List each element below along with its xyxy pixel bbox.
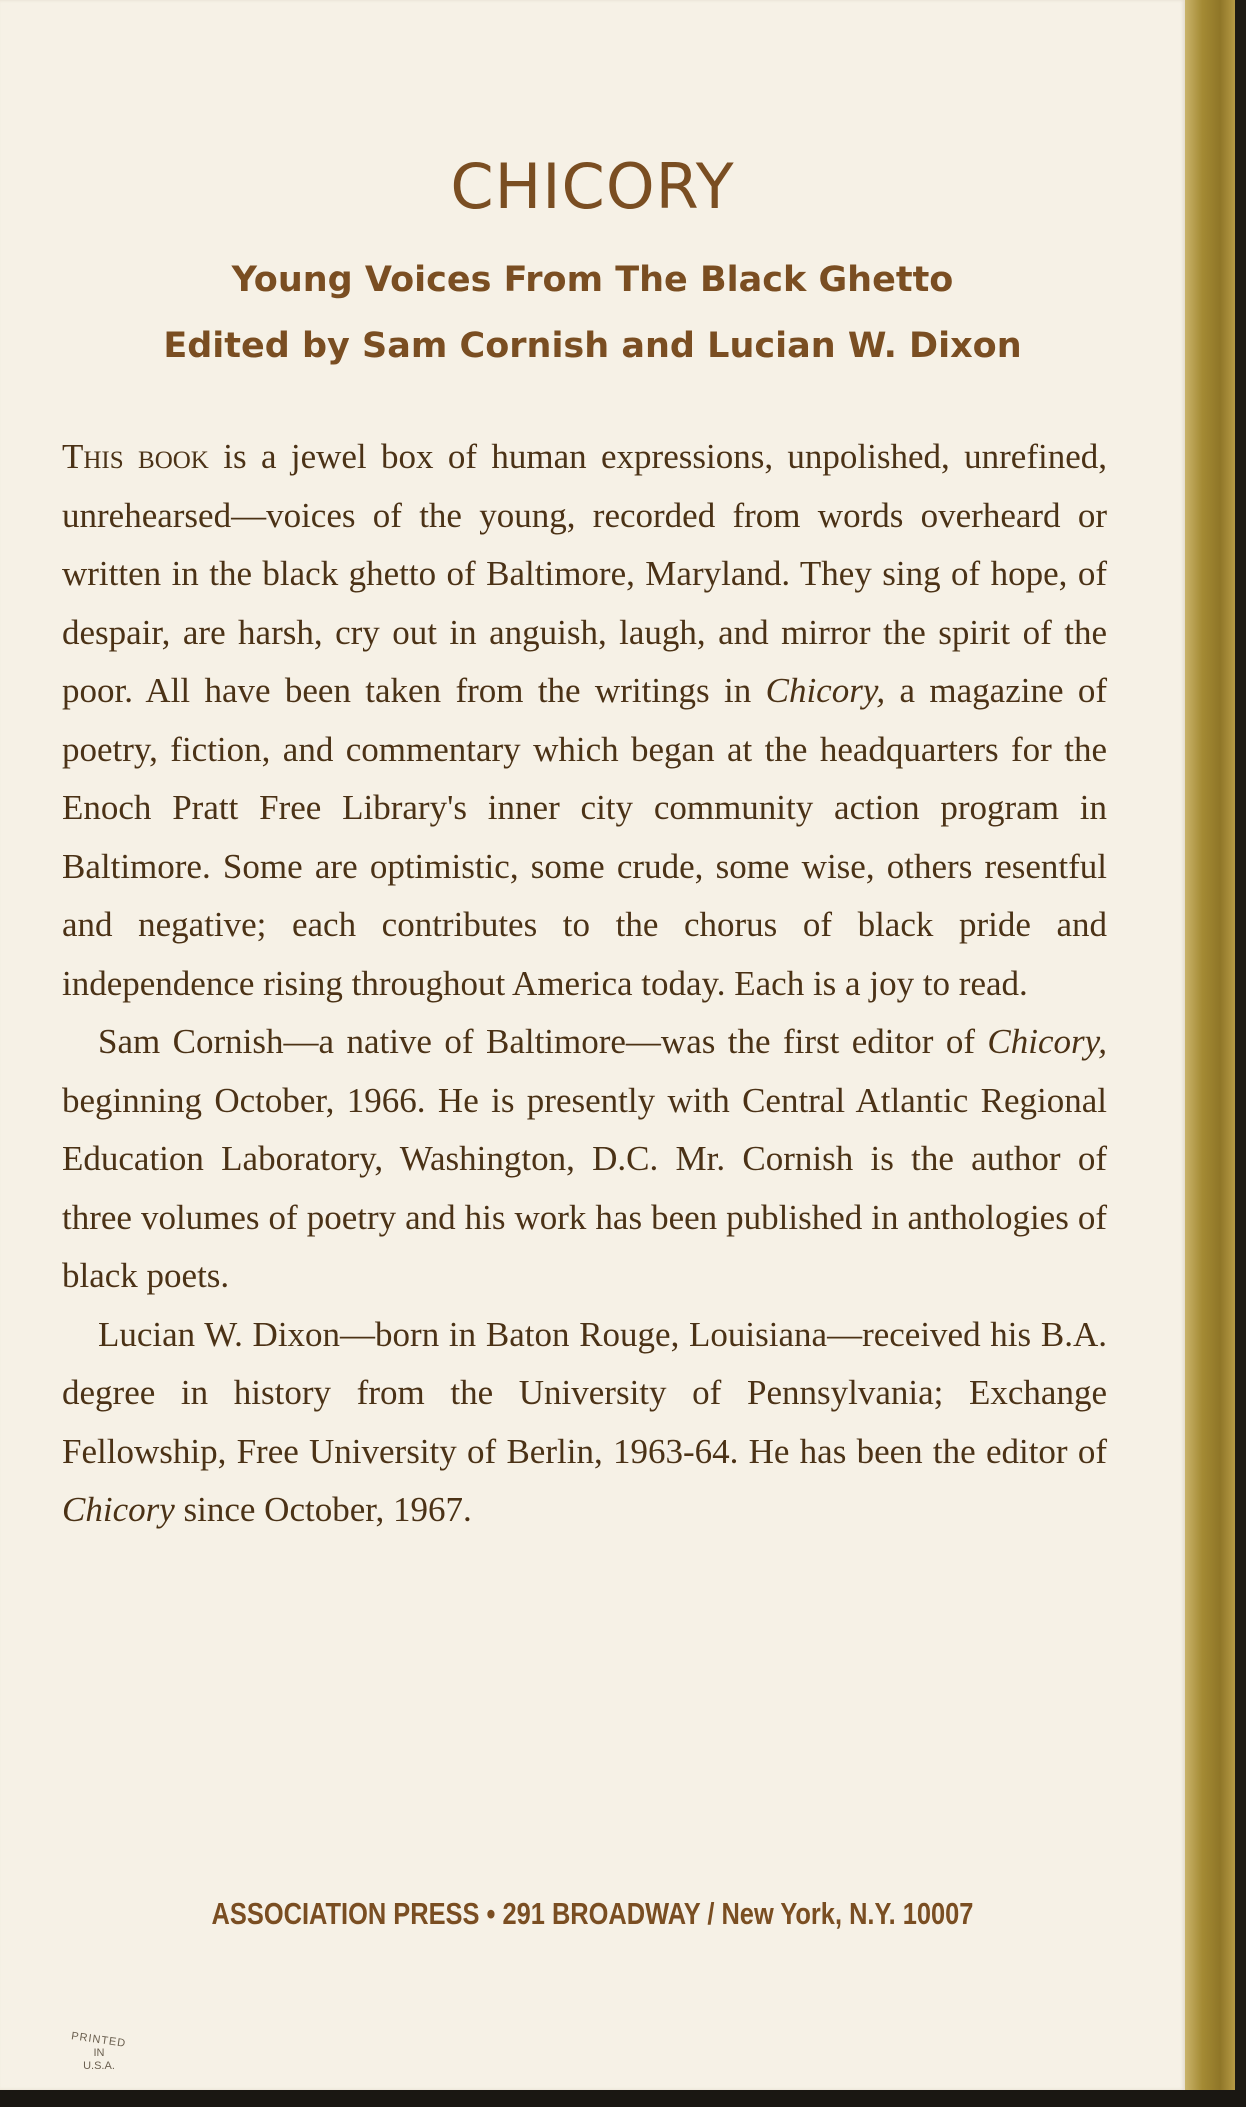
dixon-bio-part1: Lucian W. Dixon—born in Baton Rouge, Louisiana—received his B.A. degree in history from the University of Pennsylvania; Exchange Fellowship, Free University of Berlin, 1963-64. He has been the editor of [62, 1314, 1107, 1471]
book-subtitle: Young Voices From The Black Ghetto [231, 260, 954, 300]
editors-line: Edited by Sam Cornish and Lucian W. Dixon [163, 326, 1022, 366]
cornish-bio-part1: Sam Cornish—a native of Baltimore—was the first editor of [98, 1022, 988, 1061]
printed-stamp-line2: IN [93, 2047, 105, 2059]
dixon-bio-part2: since October, 1967. [174, 1490, 472, 1529]
scan-border-right [1235, 0, 1246, 2090]
lead-in-text: This book [62, 437, 209, 476]
magazine-title-italic: Chicory, [987, 1022, 1107, 1061]
intro-text-part1: is a jewel box of human expressions, unpolished, unrefined, unrehearsed—voices of the young, recorded from words overheard or written in the black ghetto of Baltimore, Maryland. They sing of hope, of despair, are harsh, cry out in anguish, laugh, and mirror the spirit of the poor. All have been taken from the writings in [62, 437, 1108, 710]
book-spine-edge [1185, 0, 1235, 2090]
book-title: CHICORY [450, 150, 735, 223]
description-body [62, 428, 1107, 1540]
cornish-bio-part2: beginning October, 1966. He is presently with Central Atlantic Regional Education Laboratory, Washington, D.C. Mr. Cornish is the author of three volumes of poetry and his work has been published in anthologies of black poets. [62, 1080, 1107, 1295]
printed-in-usa-stamp [56, 2030, 142, 2073]
paragraph-cornish-bio [62, 1013, 1107, 1306]
publisher-line: ASSOCIATION PRESS • 291 BROADWAY / New York, N.Y. 10007 [211, 1896, 974, 1931]
paragraph-intro [62, 428, 1107, 1013]
printed-stamp-line1: PRINTED [70, 2030, 128, 2050]
magazine-title-italic: Chicory [62, 1490, 175, 1529]
printed-stamp-line3: U.S.A. [83, 2060, 115, 2072]
paragraph-dixon-bio [62, 1306, 1107, 1540]
intro-text-part2: a magazine of poetry, fiction, and commentary which began at the headquarters for the Enoch Pratt Free Library's inner city community action program in Baltimore. Some are optimistic, some crude, some wise, others resentful and negative; each contributes to the chorus of black pride and independence rising throughout America today. Each is a joy to read. [62, 671, 1107, 1003]
magazine-title-italic: Chicory, [765, 671, 886, 710]
scan-border-bottom [0, 2090, 1246, 2107]
